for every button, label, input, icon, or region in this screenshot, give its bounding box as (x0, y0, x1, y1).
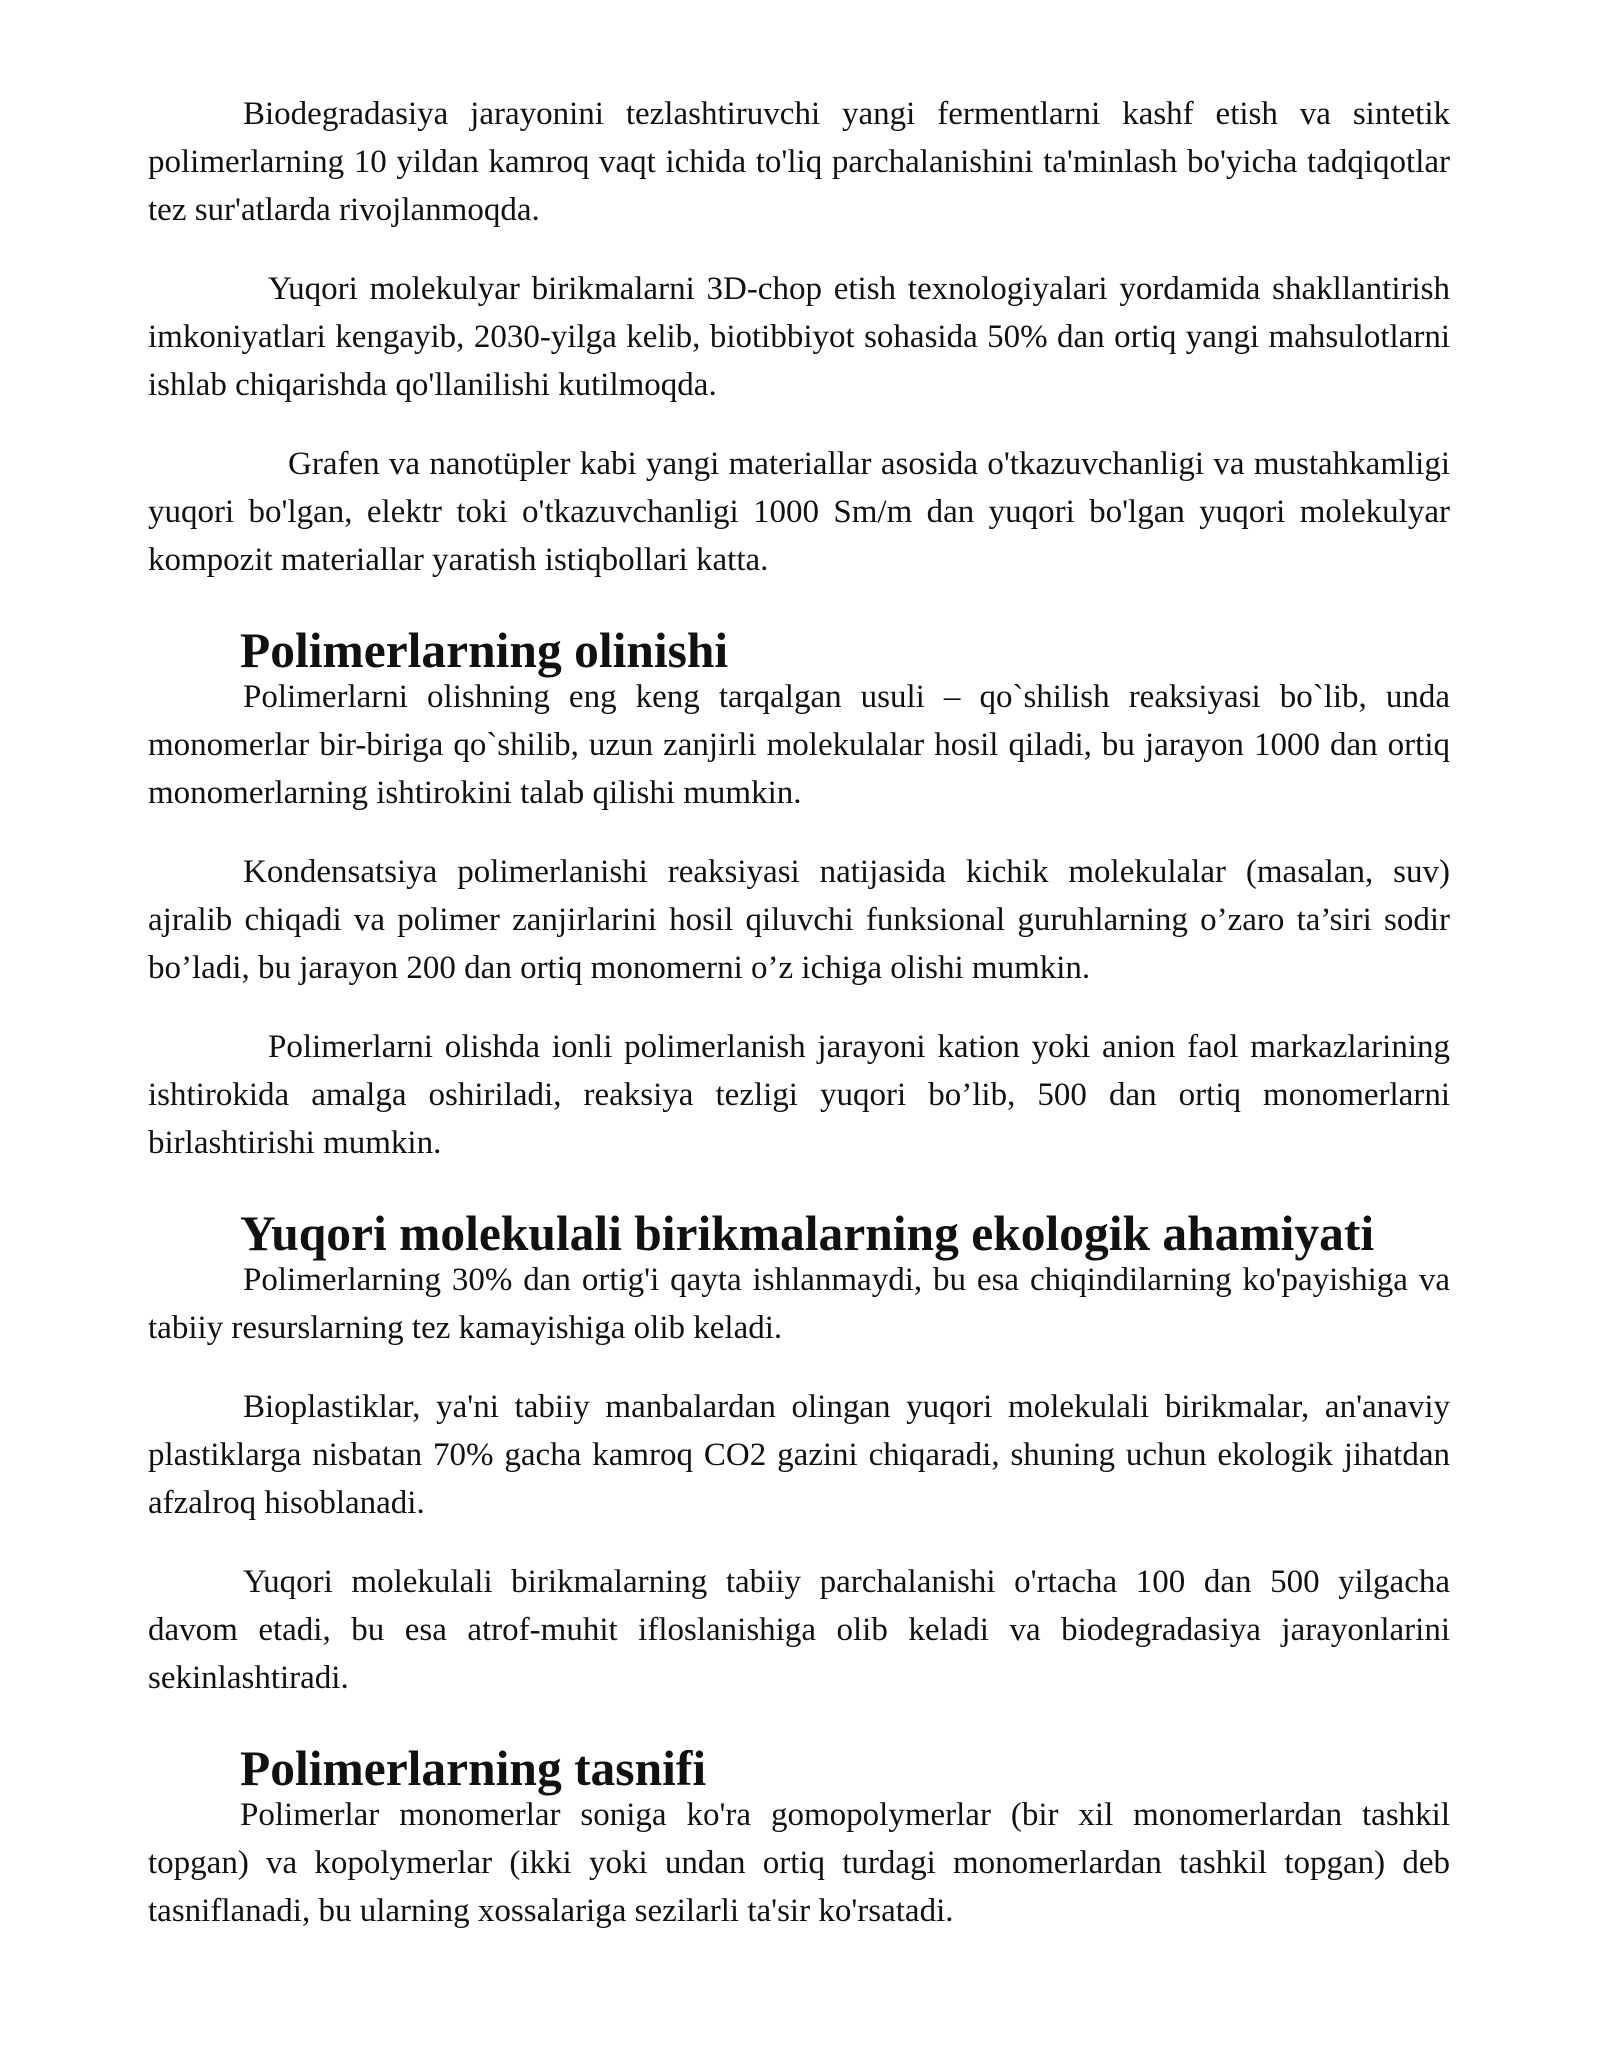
paragraph-graphene: Grafen va nanotüpler kabi yangi materiallar asosida o'tkazuvchanligi va mustahkamligi yuqori bo'lgan, elektr toki o'tkazuvchanligi 1000 Sm/m dan yuqori bo'lgan yuqori molekulyar kompozit materiallar yaratish istiqbollari katta. (148, 446, 1450, 578)
paragraph-addition-reaction: Polimerlarni olishning eng keng tarqalgan usuli – qo`shilish reaksiyasi bo`lib, unda monomerlar bir-biriga qo`shilib, uzun zanjirli molekulalar hosil qiladi, bu jarayon 1000 dan ortiq monomerlarning ishtirokini talab qilishi mumkin. (148, 679, 1450, 811)
paragraph-condensation: Kondensatsiya polimerlanishi reaksiyasi natijasida kichik molekulalar (masalan, suv) ajralib chiqadi va polimer zanjirlarini hosil qiluvchi funksional guruhlarning o’zaro ta’siri sodir bo’ladi, bu jarayon 200 dan ortiq monomerni o’z ichiga olishi mumkin. (148, 854, 1450, 986)
paragraph-recycling: Polimerlarning 30% dan ortig'i qayta ishlanmaydi, bu esa chiqindilarning ko'payishiga va tabiiy resurslarning tez kamayishiga olib keladi. (148, 1262, 1450, 1346)
paragraph-natural-decomposition: Yuqori molekulali birikmalarning tabiiy parchalanishi o'rtacha 100 dan 500 yilgacha davom etadi, bu esa atrof-muhit ifloslanishiga olib keladi va biodegradasiya jarayonlarini sekinlashtiradi. (148, 1564, 1450, 1696)
document-page (148, 90, 1450, 1935)
paragraph-biodegradation: Biodegradasiya jarayonini tezlashtiruvchi yangi fermentlarni kashf etish va sintetik polimerlarning 10 yildan kamroq vaqt ichida to'liq parchalanishini ta'minlash bo'yicha tadqiqotlar tez sur'atlarda rivojlanmoqda. (148, 96, 1450, 228)
heading-ekologik: Yuqori molekulali birikmalarning ekologik ahamiyati (240, 1206, 1375, 1261)
paragraph-3d-printing: Yuqori molekulyar birikmalarni 3D-chop etish texnologiyalari yordamida shakllantirish imkoniyatlari kengayib, 2030-yilga kelib, biotibbiyot sohasida 50% dan ortiq yangi mahsulotlarni ishlab chiqarishda qo'llanilishi kutilmoqda. (148, 271, 1450, 403)
paragraph-classification: Polimerlar monomerlar soniga ko'ra gomopolymerlar (bir xil monomerlardan tashkil topgan) va kopolymerlar (ikki yoki undan ortiq turdagi monomerlardan tashkil topgan) deb tasniflanadi, bu ularning xossalariga sezilarli ta'sir ko'rsatadi. (148, 1797, 1450, 1929)
heading-olinishi: Polimerlarning olinishi (240, 623, 729, 678)
paragraph-ionic-polymerization: Polimerlarni olishda ionli polimerlanish jarayoni kation yoki anion faol markazlarining ishtirokida amalga oshiriladi, reaksiya tezligi yuqori bo’lib, 500 dan ortiq monomerlarni birlashtirishi mumkin. (148, 1029, 1450, 1161)
paragraph-bioplastics: Bioplastiklar, ya'ni tabiiy manbalardan olingan yuqori molekulali birikmalar, an'anaviy plastiklarga nisbatan 70% gacha kamroq CO2 gazini chiqaradi, shuning uchun ekologik jihatdan afzalroq hisoblanadi. (148, 1389, 1450, 1521)
heading-tasnifi: Polimerlarning tasnifi (240, 1741, 707, 1796)
